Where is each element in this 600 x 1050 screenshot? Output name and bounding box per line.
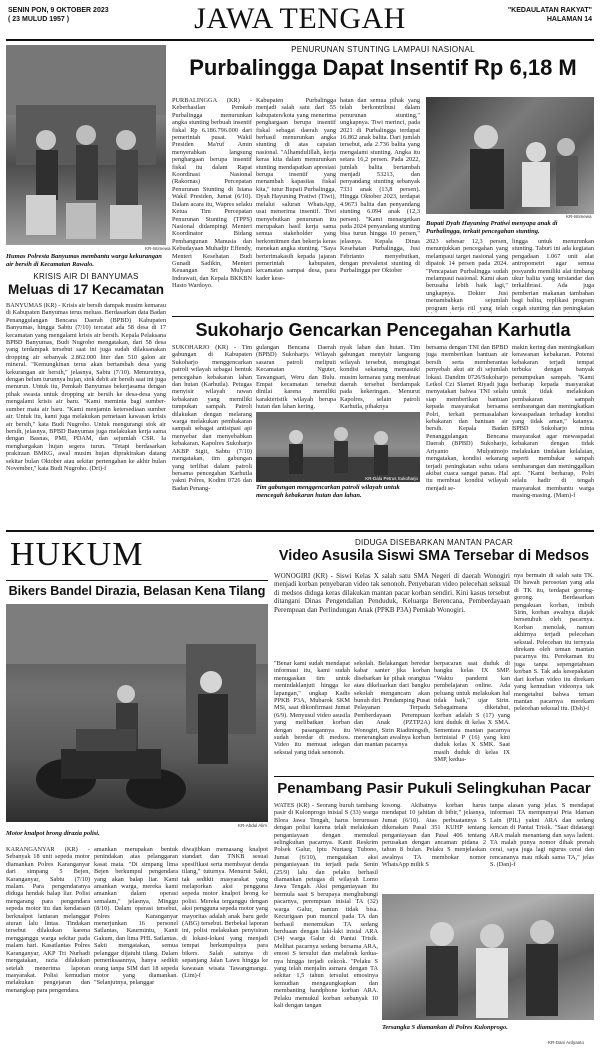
razia-caption: Motor knalpot brong dirazia polisi. xyxy=(6,830,100,837)
hukum-column-3: diwajibkan memasang knalpot standart dan TNKB sesuai spesifikasi serta membayar denda tilang," tuturnya. Menurut Sakti, tak sedikit masyarakat yang melaporkan aksi pengguna sepeda motor knalpot brong ke polisi. Mereka terganggu dengan aksi pengguna sepeda motor yang mayoritas adalah anak baru gede (ABG) tersebut. Berbekal laporan ini, polisi melakukan penyisiran di lokasi-lokasi yang menjadi tempat berkumpulnya para bikers. Salah satunya di sepanjang Jalan Lawu hingga ke kawasan wisata Tawangmangu. (Lim)-f xyxy=(182,846,268,979)
masthead-page-number: HALAMAN 14 xyxy=(546,16,592,23)
story3-column-2: gulangan Bencana Daerah (BPBD) Sukoharjo. Wilayah sasaran patroli meliputi Kecamatan Nguter, Tawangsari, Weru dan Bulu. Empat kecamatan tersebut dinilai karena memiliki karakteristik wilayah berupa hutan dan lahan kering. xyxy=(256,344,336,410)
hukum-headline: Bikers Bandel Dirazia, Belasan Kena Tilang xyxy=(8,584,266,598)
story3-headline: Sukoharjo Gencarkan Pencegahan Karhutla xyxy=(195,320,571,340)
hukum-column-1: KARANGANYAR (KR) - Sebanyak 18 unit sepeda motor diamankan Polres Karanganyar dari simpang 5 Bejen, Karanganyar, Sabtu (7/10) malam. Para pengendaranya diduga hendak balap liar. Polisi mengarang para pengendara sepeda motor itu dan kendaraan berknalpot lantaran melanggar aturan lalu lintas. Tindakan tersebut dilakukan karena mengganggu warga sekitar pada malam hari. Kasatlantas Polres Karanganyar, AKP Tri Nurhadi mengatakan, razia dilakukan setelah menerima laporan masyarakat. Polisi kemudian melakukan pengejaran dan menangkap para pengendara. xyxy=(6,846,90,994)
razia-photo-credit: KR-Abdul Alim xyxy=(238,823,268,828)
story1-headline: Purbalingga Dapat Insentif Rp 6,18 M xyxy=(189,55,577,80)
razia-photo xyxy=(6,604,268,822)
water-aid-illustration xyxy=(6,45,166,245)
story4-column-4: nya bermain di salah satu TK. Di bawah perosotan yang ada di TK itu, terdapat gorong-gorong. Berdasarkan pengakuan korban, imbuh Sirin, korban awalnya diajak bersetubuh oleh pacarnya. Korban menolak, namun akhirnya terjadi pelecehan seksual. Pelecehan itu ternyata direkam oleh teman mantan pacarnya itu. Perekaman itu juga tanpa sepengetahuan korban S. Tak ada kesepakatan dari korban video itu direkam yang kemudian videonya tak mengetahui bahwa teman mantan pacarnya merekam pelecehan seksual itu. (Dsh)-f xyxy=(514,572,594,713)
story1-column-2: Kabupaten Purbalingga menjadi salah satu dari 55 kabupaten/kota yang menerima penghargaan berupa insentif fiskal sebagai daerah yang berhasil menurunkan angka stunting di atas capaian nasional. "Alhamdulillah, kerja keras kita dalam menurunkan stunting mendapatkan apresiasi berupa insentif yang menambah kapasitas fiskal kita," tutur Bupati Purbalingga, Dyah Hayuning Pratiwi (Tiwi), melalui saluran WhatsApp, usai menerima insentif. Tiwi menyebutkan penurunan itu merupakan hasil kerja sama semua stakeholder yang berkomitmen dan bekerja keras menekan angka stunting. "Saya berterimakasih kepada jajaran pemerintah kabupaten, kecamatan sampai desa, para kader kese- xyxy=(256,97,336,282)
masthead-hijri-date: ( 23 MULUD 1957 ) xyxy=(8,16,70,23)
story3-column-3: nyak lahan dan hutan. Tim gabungan menyisir langsung wilayah tersebut, mengingat kondisi sekarang memasuki musim kemarau yang membuat daerah tersebut berdampak pada kekeringan. Menurut Kapolres, selain patroli Karhutla, pihaknya xyxy=(340,344,420,410)
masthead-date: SENIN PON, 9 OKTOBER 2023 xyxy=(8,7,109,14)
section-divider xyxy=(6,530,594,532)
suspect-photo xyxy=(382,894,594,1020)
suspect-illustration xyxy=(382,894,594,1020)
story4-headline: Video Asusila Siswi SMA Tersebar di Medsos xyxy=(278,548,590,564)
suspect-photo-credit: KR-Dani Ardyanto xyxy=(548,1040,585,1045)
story5-headline: Penambang Pasir Pukuli Selingkuhan Pacar xyxy=(277,780,591,797)
story5-top-rule xyxy=(274,776,594,777)
story1-column-3: hatan dan semua pihak yang telah berkontribusi dalam penurunan stunting," ungkapnya. Tiwi merinci, pada 2021 di Purbalingga terdapat 16.862 anak balita. Dari jumlah tersebut, ada 2.736 balita yang mengalami stunting. Angka itu setara 16,2 persen. Pada 2022, jumlah balita bertambah menjadi 53213, dan penyandang stunting sebanyak 7331 anak (13,8 persen). Hingga Oktober 2023, terdapat 4.9673 balita dan penyandang stunting 6.094 anak (12,3 persen). "Kami menargetkan pada 2024 penyandang stunting bisa turun hingga 10 persen," jelasnya. Kepala Dinas Kesehatan Purbalingga, Jusi Febrianto menyebutkan, dengan prevalensi stunting di Purbalingga per Oktober xyxy=(340,97,420,275)
stunting-photo-credit: KR-Istimewa xyxy=(566,214,592,219)
karhutla-photo xyxy=(256,412,420,482)
masthead-rule xyxy=(6,39,594,41)
stunting-illustration xyxy=(426,97,594,214)
story1-kicker: PENURUNAN STUNTING LAMPAUI NASIONAL xyxy=(291,45,475,54)
masthead-right xyxy=(508,6,592,24)
hukum-label-rule xyxy=(6,580,268,581)
story2-kicker: KRISIS AIR DI BANYUMAS xyxy=(33,272,139,281)
hukum-column-2: amankan merupakan bentuk penindakan atas pelanggaran kasat mata. "Di simpang lima Bejen berkumpul pengendara yang akan balap liar. Kami amankan warga, mereka kami amankan dalam operasi semalam," jelasnya, Minggu (8/10). Dalam operasi tersebut, Polres Karanganyar menerjunkan 16 personel Satlantas, Kaurmintu, Kanit Gakum, dan lima PHL Satlantas. Sakti mengatakan, semua pelanggar dijatuhi tilang. Dalam pemeriksaannya, hanya sedikit orang tanpa SIM dari 18 sepeda motor yang diamankan. "Selanjutnya, pelanggar xyxy=(94,846,178,987)
story3-column-5: makin kering dan meningkatkan kerawanan kebakaran. Potensi kebakaran terjadi tempat terbuka dengan banyak penumpukan sampah. "Kami berharap kepada masyarakat untuk tidak melakukan pembakaran sampah sembarangan dan meningkatkan kewaspadaan terhadap kondisi yang tidak aman," katanya. BPBD Sukoharjo minta masyarakat agar mewaspadai kebakaran dengan tidak melakukan tindakan kelalaian, seperti membakar sampah sembarangan dan meninggalkan api. "Kami berharap, Polri selalu hadir di tengah masyarakat membantu warga masing-masing. (Mam)-f xyxy=(512,344,594,500)
masthead-left xyxy=(8,6,109,24)
story1-column-4: 2023 sebesar 12,3 persen, menunjukkan pencegahan yang melampaui target nasional yang dipatok 14 persen pada 2024. "Pencapaian Purbalingga sudah melampaui nasional. Kami akan berusaha lebih baik lagi," ungkapnya. Dokter Jusi menambahkan sejumlah program kerja riil yang telah xyxy=(426,238,508,312)
story5-column-2: kosong. Akibatnya korban harus mendapat 10 jahitan di bibir," jelasnya, Jumat (6/10). Atas perbuatannya S dikenakan Pasal 351 KUHP tentang penganiayaan dan Pasal 406 tentang perusakan dengan ancaman pidana 2 tahun 8 bulan. Pelaku S menjelaskan awalnya TA membokar nomor WhatsApp milik S xyxy=(382,802,486,869)
story5-column-1: WATES (KR) - Seorang buruh tambang pasir di Kulonprogo inisial S (33) warga Blora Jawa Tengah, harus berurusan dengan polisi karena telah melakukan penganiayaan dengan memukul selingkuhan pacarnya. Kanit Reskrim Polsek Galur, Iptu Nurtaeg Tubono, Jumat (6/10), mengatakan aksi penganiayaan itu terjadi pada Senin (25/9) lalu dan pelaku berhasil diamankan petugas di wilayah Lomo Jawa Tengah. Aksi penganiayaan itu bermula saat S berupaya menghubungi pacarnya, perempuan inisial TA (32) warga Galur, namun tidak bisa. Kecurigaan pun muncul pada TA dan berhasil menemukan TA sedang berduaan dengan laki-laki inisial ARA (34) warga Galur di Pantai Trisik. Melihat pacarnya sedang bersama ARA, emosi S tersulut dan melabrak kedua-nya hingga terjadi cekcok. "Pelaku S yang telah menjalin asmara dengan TA sekitar 1,5 tahun tersulut emosinya kemudian mengaungkapkan dan membanting handphone korban ARA. Pelaku memukul korban sebanyak 10 kali dengan tangan xyxy=(274,802,378,1009)
story3-column-1: SUKOHARJO (KR) - Tim gabungan di Kabupaten Sukoharjo menggencarkan patroli wilayah sebagai bentuk pencegahan kebakaran lahan dan hutan (Karhutla). Petugas menyisir wilayah rawan kebakaran yang memiliki tumpukan sampah. Patroli dilakukan dengan melarang warga melakukan pembakaran sampah sebagai antisipasi api menyebar dan menyebabkan kebakaran. Kapolres Sukoharjo AKBP Sigit, Sabtu (7/10) mengatakan, tim gabungan yang terlibat dalam patroli bersama pencegahan Karhutla yakni Polres, Kodim 0726 dan Badan Penang- xyxy=(172,344,252,492)
water-aid-photo xyxy=(6,45,166,245)
section-title: JAWA TENGAH xyxy=(194,2,406,35)
karhutla-photo-credit: KR-Dalu Petrus Sukoharjo xyxy=(365,476,418,481)
hukum-section-label: HUKUM xyxy=(10,536,144,573)
story4-kicker: DIDUGA DISEBARKAN MANTAN PACAR xyxy=(354,538,514,547)
story4-lead: WONOGIRI (KR) - Siswi Kelas X salah satu SMA Negeri di daerah Wonogiri menjadi korban penyebaran video tak senonoh. Penyebaran video pelecehan seksual di medsos diduga keras dilakukan mantan pacar korban sendiri. Kini kasus tersebut ditangani Dinas Pengendalian Penduduk, Keluarga Berencana, Pemberdayaan Perempuan dan Perlindungan Anak (PPKB P3A) Pemkab Wonogiri. xyxy=(274,572,510,614)
story3-column-4: bersama dengan TNI dan BPBD juga memberikan bantuan air bersih serta memberantas penyebab akut air di sejumlah lokasi. Dandim 0726/Sukoharjo Letkol Czi Slamet Riyadi juga menyatakan bahwa TNI selalu siap memberikan bantuan kepada masyarakat bersama Polri, terkait permasalahan kebakaran dan bantuan air bersih. Kepala Badan Penanggulangan Bencana Daerah (BPBD) Sukoharjo, Ariyanto Mulyatmojo mengatakan, kondisi sekarang terjadi peningkatan suhu udara akibat cuaca sangat panas. Hal itu membuat kondisi wilayah menjadi se- xyxy=(426,344,508,492)
stunting-photo xyxy=(426,97,594,214)
stunting-caption: Bupati Dyah Hayuning Pratiwi menyapa anak di Purbalingga, terkait pencegahan stunting. xyxy=(426,220,558,235)
karhutla-illustration xyxy=(256,412,420,482)
water-aid-photo-credit: KR-Istimewa xyxy=(145,246,171,251)
story4-column-3: berpacaran saat duduk di bangku kelas IX SMP. "Waktu pandemi kan pembelajaran online. Ada peluang untuk melakukan hal tidak baik," ujar Sirin. Sebagaimana diketahui, korban adalah S (17) yang kini duduk di kelas X SMA. Sementara mantan pacarnya berinisial P (16) yang kini duduk kelas X SMK. Saat masih duduk di kelas IX SMP, kedua- xyxy=(434,660,510,764)
masthead-publication: "KEDAULATAN RAKYAT" xyxy=(507,7,592,14)
razia-illustration xyxy=(6,604,268,822)
water-aid-caption: Humas Polresta Banyumas membantu warga kekurangan air bersih di Kecamatan Rawalo. xyxy=(6,253,162,268)
suspect-caption: Tersangka S diamankan di Polres Kulonprogo. xyxy=(382,1024,508,1031)
story1-column-5: lingga untuk menurunkan stunting. Taburi ini ada kegiatan pengadaan 1.067 unit alat antropometri agar semua posyandu memiliki alat timbang ukur balita yang terstandar dan terkalibrasi. Ada juga pemberian makanan tambahan bagi balita, replikasi program cegah stunting dan peningkatan xyxy=(512,238,594,312)
story2-body: BANYUMAS (KR) - Krisis air bersih dampak musim kemarau di Kabupaten Banyumas terus meluas. Berdasarkan data Badan Penanggulangan Bencana Daerah (BPBD) Kabupaten Banyumas, hingga Sabtu (7/10) tercatat ada 58 desa di 17 kecamatan yang mengalami krisis air bersih. Kepala Pelaksana BPBD Banyumas, Budi Nugroho mengatakan, dari 58 desa yang terdampak tersebut saat ini juga sudah dilaksanakan dropping air sebanyak 2.862.000 liter dan 510 galon air mineral. "Kemungkinan terus akan bertambah desa yang kekurangan air bersih," jelasnya, Sabtu (7/10). Menurutnya, dengan belum turunnya hujan, stok debit air bersih saat ini juga menurun. Untuk itu, Pemkab Banyumas bekerjasama dengan pihak swasta untuk dropping air bersih ke desa-desa yang mengalami krisis air baru. "Kami meminta bagi sumber-sumber mata air baru. "Kami menjamin ketersediaan sumber air. Untuk itu, kami juga melakukan pemetaan kawasan krisis air bersih," kata Budi Nugroho. Untuk mengurangi stok air bersih, jelasnya, BPBD Banyumas juga melakukan kerja sama dengan Basnas, PMI, PDAM, dan sejumlah CSR. Ia menghargakan hujan segera turun. "Tetapi berdasarkan prakiraan BMKG, awal musim hujan diprakirakan datang sekitar bulan Oktober atau sekitar pertengahan ke akhir bulan November," kata Budi Nugroho. (Dri)-f xyxy=(6,302,166,472)
story3-top-rule xyxy=(172,316,594,317)
story4-column-2: sekolah. Belakangan beredar kabar santer jika korban disebarkan ke pihak orangtua atau dikeluarkan dari bangku sekolah mengancam akan bunuh diri. Pendamping Pusat Pelayanan Terpadu Pemberdayaan Perempuan dan Anak (PZTP2A) Wonogiri, Sirin Riadiningsih, menerangkan awalnya korban dan mantan pacarnya xyxy=(354,660,430,749)
story4-column-1: "Benar kami sudah mendapat informasi itu, kami sudah menugaskan tim untuk menindaklanjuti hingga ke lapangan," ungkap Kadis PPKB P3A, Mubarok SKM MSi, saat dikonfirmasi Jumat (6/9). Menyusul video asusila yang melibatkan korban dengan pasangannya itu sudah beredar di medsos. Video itu memuat adegan seksual yang tidak senonoh. xyxy=(274,660,350,756)
story5-column-3: tanpa alasan yang jelas. S mendapat informasi TA mempunyai Pria Idaman Lain (PIL) yakni ARA dan sedang kencan di Pantai Trisik. "Saat didatangi ARA malah menantang dan saya ladeni. TA malah punya nomor dihak prenah cerai, saya juga lagi ngurus cerai dan rencananya mau nikah sama TA," jelas S. (Dan)-f xyxy=(490,802,594,869)
story1-column-1: PURBALINGGA (KR) - Keberhasilan Pemkab Purbalingga menurunkan angka stunting berbuah insentif fiskal Rp 6.186.796.000 dari pemerintah pusat. Wakil Presiden Ma'ruf Amin menyerahkan langsung penghargaan berupa insentif fiskal itu dalam Rapat Koordinasi Nasional (Rakornas) Percepatan Penurunan Stunting di Istana Wakil Presiden, Jumat (6/10). Dalam acara itu, Wapres selaku Ketua Tim Percepatan Penurunan Stunting (TPPS) Nasional didampingi Menteri Koordinator Bidang Pembangunan Manusia dan Kebudayaan Muhadjir Effendy, Menteri Kesehatan Budi Gunadi Sadikin, Menteri Keuangan Sri Mulyani Indrawati, dan Kepala BKKBN Hasto Wardoyo. xyxy=(172,97,252,290)
story2-headline: Meluas di 17 Kecamatan xyxy=(7,282,165,297)
karhutla-caption: Tim gabungan menggencarkan patroli wilayah untuk mencegah kebakaran hutan dan lahan. xyxy=(256,484,400,499)
